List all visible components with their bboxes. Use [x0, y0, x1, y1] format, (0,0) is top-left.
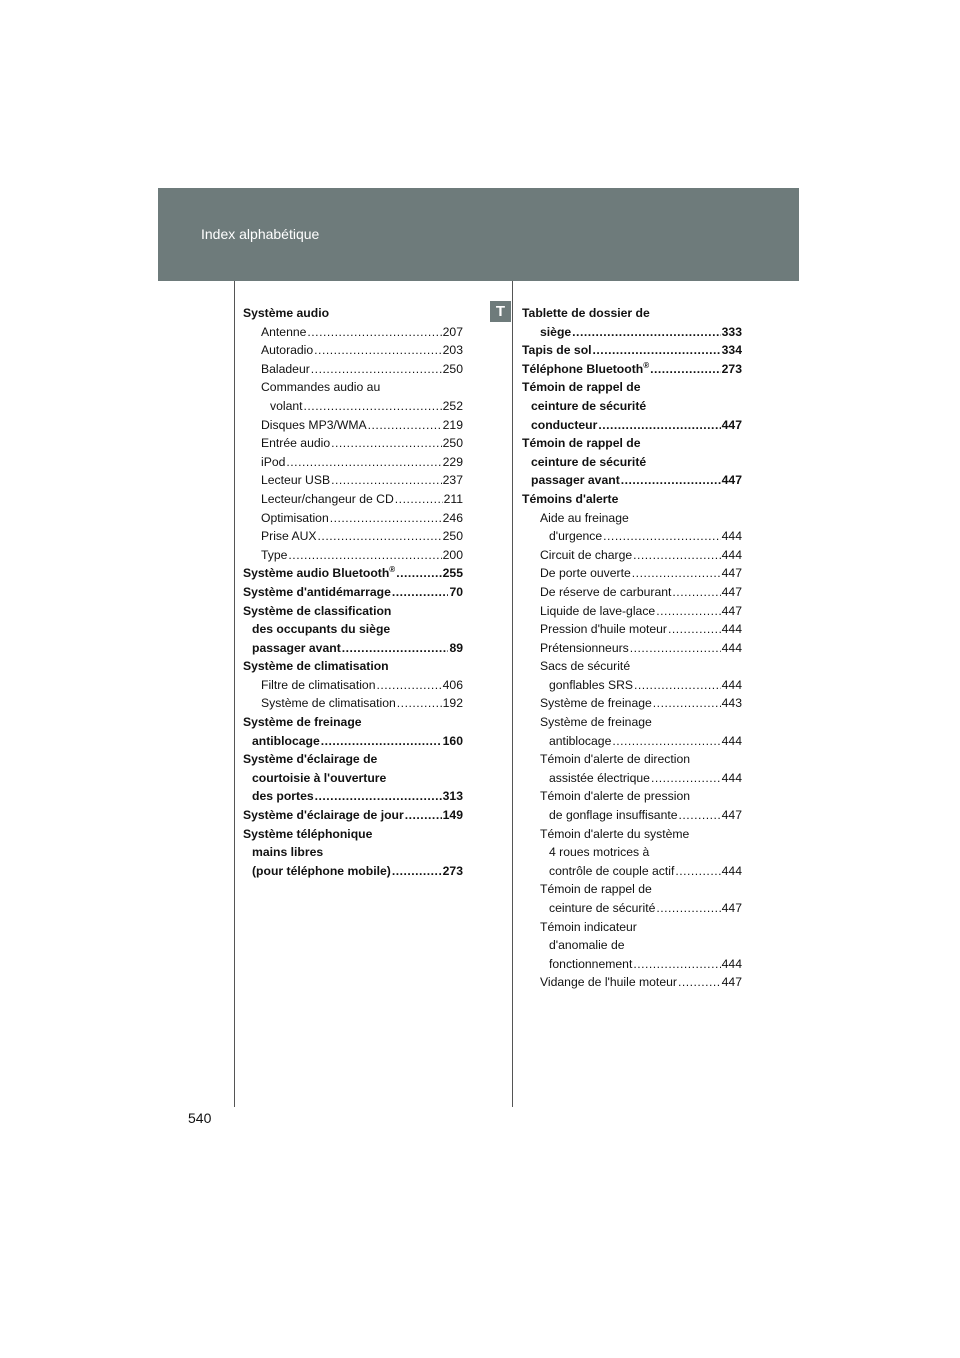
index-entry-text: gonflables SRS	[549, 677, 634, 692]
dot-leader	[593, 341, 721, 360]
index-entry	[522, 657, 742, 676]
dot-leader	[392, 583, 449, 602]
dot-leader	[405, 806, 442, 825]
index-entry	[522, 825, 742, 844]
index-entry	[522, 564, 742, 583]
dot-leader	[288, 546, 441, 565]
index-entry	[522, 304, 742, 323]
index-entry-text: Témoin d'alerte de pression	[540, 789, 691, 804]
index-entry-text: Témoin d'alerte de direction	[540, 752, 691, 767]
index-entry	[243, 490, 463, 509]
index-entry-text: Entrée audio	[261, 436, 331, 451]
dot-leader	[632, 564, 721, 583]
registered-mark: ®	[643, 360, 650, 370]
index-entry-text: Optimisation	[261, 510, 329, 525]
index-entry-text: 4 roues motrices à	[549, 845, 650, 860]
dot-leader	[679, 806, 721, 825]
index-entry	[522, 360, 742, 379]
index-entry	[243, 360, 463, 379]
index-entry	[243, 769, 463, 788]
index-entry	[522, 936, 742, 955]
dot-leader	[598, 416, 720, 435]
index-entry-text: Système de freinage	[243, 715, 362, 730]
index-entry	[522, 378, 742, 397]
index-entry-text: Témoin d'alerte du système	[540, 826, 690, 841]
index-entry-text: Système de climatisation	[243, 659, 389, 674]
dot-leader	[315, 787, 442, 806]
index-entry	[243, 657, 463, 676]
index-entry-text: passager avant	[531, 473, 620, 488]
dot-leader	[397, 694, 442, 713]
dot-leader	[612, 732, 720, 751]
index-page-ref: 444	[721, 733, 742, 748]
index-entry	[243, 843, 463, 862]
index-entry	[243, 564, 463, 583]
index-entry-text: Système de freinage	[540, 696, 652, 711]
index-page-ref: 444	[721, 547, 742, 562]
index-page-ref: 250	[442, 436, 463, 451]
dot-leader	[304, 397, 442, 416]
index-page-ref: 149	[442, 808, 463, 823]
index-entry-text: Tapis de sol	[522, 343, 592, 358]
index-entry	[522, 732, 742, 751]
index-entry	[522, 843, 742, 862]
dot-leader	[651, 769, 721, 788]
index-entry-text: Pression d'huile moteur	[540, 622, 667, 637]
page-number: 540	[188, 1110, 212, 1126]
index-page-ref: 447	[721, 473, 742, 488]
index-page-ref: 444	[721, 956, 742, 971]
index-entry-text: Système audio	[243, 306, 330, 320]
index-entry	[522, 323, 742, 342]
index-page-ref: 246	[442, 510, 463, 525]
index-entry	[243, 732, 463, 751]
center-divider	[512, 281, 513, 1107]
index-page-ref: 444	[721, 863, 742, 878]
dot-leader	[331, 434, 442, 453]
dot-leader	[653, 694, 721, 713]
index-page-ref: 273	[442, 863, 463, 878]
index-entry	[243, 397, 463, 416]
index-page-ref: 447	[721, 417, 742, 432]
dot-leader	[376, 676, 441, 695]
index-page-ref: 447	[721, 603, 742, 618]
index-page-ref: 207	[442, 324, 463, 339]
index-entry	[522, 527, 742, 546]
dot-leader	[321, 732, 442, 751]
index-entry-text: Témoin de rappel de	[540, 882, 652, 897]
index-entry-text: de gonflage insuffisante	[549, 808, 678, 823]
index-entry-text: fonctionnement	[549, 956, 633, 971]
index-entry	[522, 918, 742, 937]
index-page-ref: 443	[721, 696, 742, 711]
index-page-ref: 447	[721, 901, 742, 915]
index-entry-text: ceinture de sécurité	[549, 901, 656, 915]
dot-leader	[633, 546, 721, 565]
index-page-ref: 211	[443, 491, 463, 506]
index-entry-text: Antenne	[261, 324, 307, 339]
index-entry-text: des portes	[252, 789, 314, 804]
index-entry-text: des occupants du siège	[252, 622, 391, 637]
index-entry-text: volant	[270, 398, 303, 413]
index-entry-text: Témoin de rappel de	[522, 436, 641, 451]
index-entry	[243, 825, 463, 844]
index-entry	[522, 769, 742, 788]
dot-leader	[368, 416, 442, 435]
index-entry	[243, 378, 463, 397]
index-entry	[522, 880, 742, 899]
index-entry-text: mains libres	[252, 845, 324, 860]
index-column-right	[522, 304, 742, 992]
dot-leader	[330, 509, 442, 528]
index-entry	[243, 862, 463, 881]
index-page-ref: 250	[442, 361, 463, 376]
index-entry	[522, 713, 742, 732]
dot-leader	[311, 360, 442, 379]
index-entry	[522, 453, 742, 472]
dot-leader	[395, 490, 443, 509]
index-page-ref: 229	[442, 454, 463, 469]
index-entry	[243, 676, 463, 695]
index-entry-text: d'urgence	[549, 529, 603, 544]
index-entry-text: Système d'éclairage de	[243, 752, 378, 767]
index-entry-text: Téléphone Bluetooth®	[522, 360, 650, 376]
index-entry-text: siège	[540, 324, 572, 339]
index-page-ref: 255	[442, 566, 463, 581]
dot-leader	[656, 602, 720, 621]
index-entry-text: Aide au freinage	[540, 510, 629, 525]
index-entry-text: d'anomalie de	[549, 938, 625, 953]
index-entry-text: Baladeur	[261, 361, 310, 376]
dot-leader	[342, 639, 449, 658]
index-entry-text: Système d'antidémarrage	[243, 584, 391, 599]
index-entry-text: Système de climatisation	[261, 696, 396, 711]
index-entry	[522, 620, 742, 639]
index-entry	[522, 862, 742, 881]
index-page-ref: 333	[721, 324, 742, 339]
left-divider	[234, 281, 235, 1107]
dot-leader	[678, 973, 721, 992]
index-entry-text: Lecteur/changeur de CD	[261, 491, 394, 506]
index-entry-text: iPod	[261, 454, 286, 469]
index-entry-text: De réserve de carburant	[540, 584, 672, 599]
index-entry	[522, 694, 742, 713]
index-page-ref: 252	[442, 398, 463, 413]
dot-leader	[630, 639, 721, 658]
dot-leader	[672, 583, 720, 602]
index-entry	[243, 713, 463, 732]
index-entry	[522, 341, 742, 360]
index-entry-text: passager avant	[252, 640, 341, 655]
index-page-ref: 237	[442, 473, 463, 488]
index-entry	[522, 602, 742, 621]
index-page-ref: 250	[442, 529, 463, 544]
index-entry-text: Système téléphonique	[243, 826, 373, 841]
index-entry	[243, 471, 463, 490]
index-entry-text: Système d'éclairage de jour	[243, 808, 404, 823]
index-entry-text: antiblocage	[252, 733, 320, 748]
index-entry-text: Type	[261, 547, 288, 562]
index-page-ref: 444	[721, 622, 742, 637]
index-entry	[522, 434, 742, 453]
index-column-left	[243, 304, 463, 880]
index-page-ref: 160	[442, 733, 463, 748]
section-letter-badge: T	[490, 301, 511, 322]
dot-leader	[668, 620, 721, 639]
index-entry	[243, 694, 463, 713]
index-page-ref: 444	[721, 640, 742, 655]
index-entry	[243, 602, 463, 621]
registered-mark: ®	[389, 565, 396, 575]
index-page-ref: 70	[449, 584, 463, 599]
dot-leader	[656, 899, 720, 918]
index-entry	[243, 416, 463, 435]
page-header	[158, 188, 799, 281]
index-page-ref: 447	[721, 975, 742, 990]
index-page-ref: 334	[721, 343, 742, 358]
index-entry-text: De porte ouverte	[540, 566, 631, 581]
dot-leader	[675, 862, 720, 881]
index-entry	[522, 955, 742, 974]
index-entry-text: conducteur	[531, 417, 598, 432]
index-entry	[522, 509, 742, 528]
index-entry	[243, 434, 463, 453]
index-page-ref: 444	[721, 677, 742, 692]
index-entry	[522, 397, 742, 416]
index-entry	[522, 583, 742, 602]
dot-leader	[633, 955, 720, 974]
dot-leader	[650, 360, 721, 379]
index-entry-text: Système audio Bluetooth®	[243, 565, 396, 581]
index-page-ref: 444	[721, 529, 742, 544]
index-entry	[522, 676, 742, 695]
dot-leader	[396, 564, 441, 583]
dot-leader	[314, 341, 441, 360]
index-page-ref: 447	[721, 566, 742, 581]
index-entry	[243, 787, 463, 806]
index-entry-text: (pour téléphone mobile)	[252, 863, 391, 878]
index-entry	[243, 806, 463, 825]
index-entry-text: Vidange de l'huile moteur	[540, 975, 677, 990]
index-entry-text: Lecteur USB	[261, 473, 331, 488]
index-entry	[243, 304, 463, 323]
index-entry-text: antiblocage	[549, 733, 612, 748]
index-entry-text: Témoin indicateur	[540, 919, 637, 934]
index-entry-text: Commandes audio au	[261, 380, 381, 395]
index-entry-text: courtoisie à l'ouverture	[252, 770, 387, 785]
index-page-ref: 447	[721, 584, 742, 599]
index-entry	[522, 750, 742, 769]
index-entry	[243, 750, 463, 769]
index-entry	[522, 899, 742, 918]
index-entry-text: Filtre de climatisation	[261, 677, 376, 692]
index-entry	[243, 620, 463, 639]
index-entry-text: Circuit de charge	[540, 547, 633, 562]
index-entry	[243, 453, 463, 472]
index-entry-text: Liquide de lave-glace	[540, 603, 656, 618]
index-entry-text: Disques MP3/WMA	[261, 417, 367, 432]
index-entry-text: Témoin de rappel de	[522, 380, 641, 395]
index-entry	[522, 806, 742, 825]
index-entry	[243, 509, 463, 528]
dot-leader	[318, 527, 442, 546]
index-page-ref: 406	[442, 677, 463, 692]
dot-leader	[634, 676, 721, 695]
index-entry	[522, 787, 742, 806]
index-entry-text: ceinture de sécurité	[531, 398, 647, 413]
dot-leader	[331, 471, 442, 490]
index-entry-text: Système de freinage	[540, 715, 652, 730]
index-page-ref: 447	[721, 808, 742, 823]
index-entry-text: Témoins d'alerte	[522, 491, 619, 506]
dot-leader	[286, 453, 441, 472]
index-entry-text: Autoradio	[261, 343, 314, 358]
index-entry	[522, 546, 742, 565]
index-entry-text: Prise AUX	[261, 529, 317, 544]
index-entry-text: ceinture de sécurité	[531, 454, 647, 469]
index-page-ref: 192	[442, 696, 463, 711]
dot-leader	[603, 527, 721, 546]
index-entry-text: assistée électrique	[549, 770, 650, 785]
dot-leader	[392, 862, 442, 881]
index-page-ref: 203	[442, 343, 463, 358]
header-title: Index alphabétique	[201, 226, 320, 242]
index-entry	[243, 527, 463, 546]
index-entry	[522, 471, 742, 490]
index-entry-text: Système de classification	[243, 603, 392, 618]
index-entry	[522, 639, 742, 658]
index-page-ref: 200	[442, 547, 463, 562]
index-entry	[243, 341, 463, 360]
dot-leader	[307, 323, 441, 342]
index-entry-text: Prétensionneurs	[540, 640, 629, 655]
index-page-ref: 313	[442, 789, 463, 804]
index-entry-text: Tablette de dossier de	[522, 306, 650, 320]
index-entry	[522, 973, 742, 992]
dot-leader	[621, 471, 721, 490]
index-page-ref: 219	[442, 417, 463, 432]
index-entry-text: Sacs de sécurité	[540, 659, 631, 674]
index-entry	[522, 490, 742, 509]
index-entry	[243, 546, 463, 565]
index-page-ref: 273	[721, 361, 742, 376]
index-page-ref: 444	[721, 770, 742, 785]
index-entry	[243, 323, 463, 342]
index-entry	[243, 639, 463, 658]
index-page-ref: 89	[449, 640, 463, 655]
index-entry	[522, 416, 742, 435]
dot-leader	[572, 323, 720, 342]
index-entry-text: contrôle de couple actif	[549, 863, 675, 878]
index-entry	[243, 583, 463, 602]
